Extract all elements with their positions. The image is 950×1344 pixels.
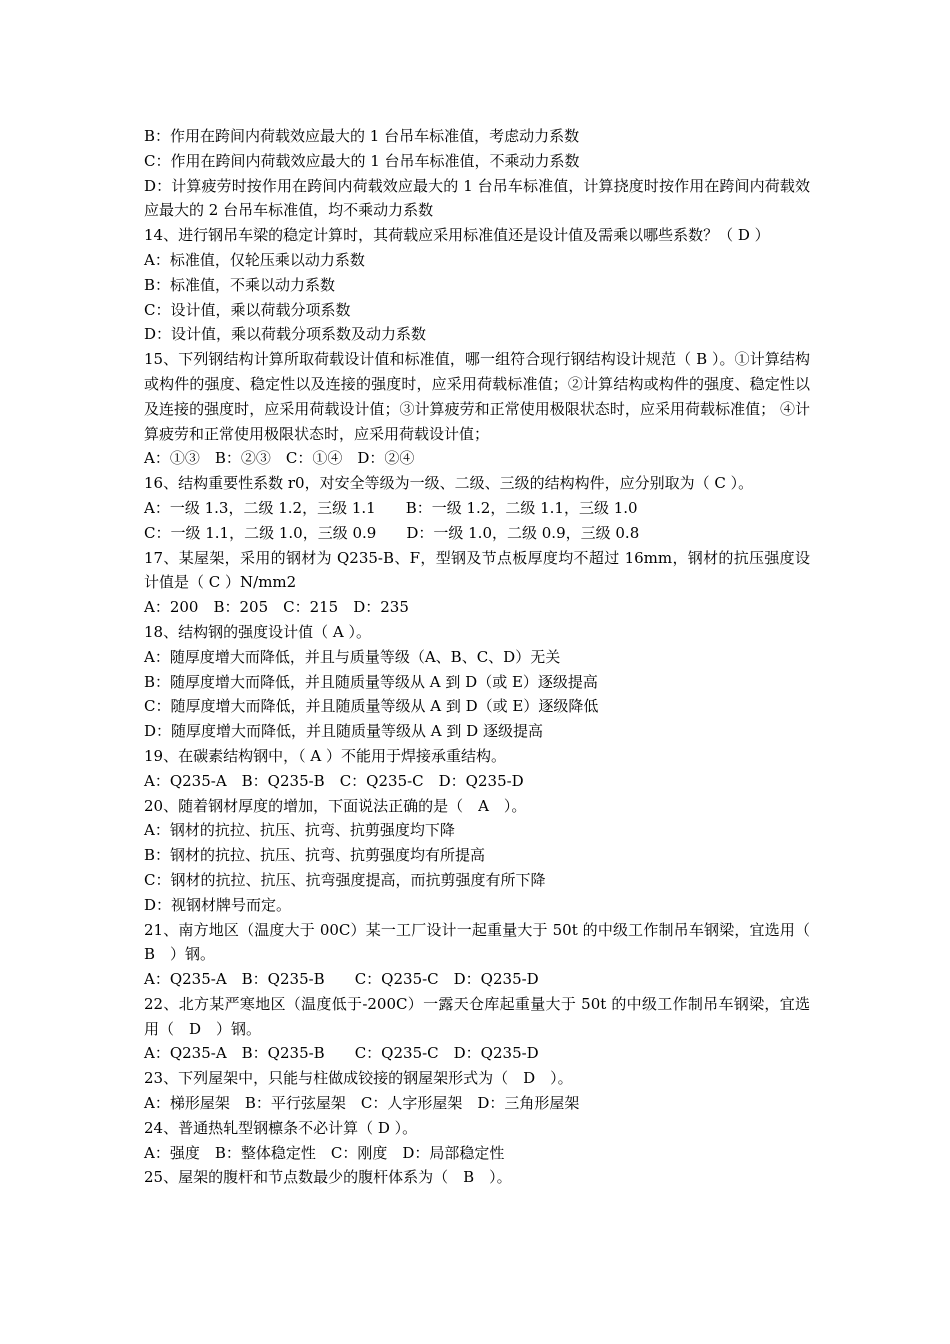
option-line: C：随厚度增大而降低，并且随质量等级从 A 到 D（或 E）逐级降低 xyxy=(144,697,599,716)
option-line: A：标准值，仅轮压乘以动力系数 xyxy=(144,250,365,269)
question-23: 23、下列屋架中，只能与柱做成铰接的钢屋架形式为（ D ）。 xyxy=(144,1069,573,1088)
question-14: 14、进行钢吊车梁的稳定计算时，其荷载应采用标准值还是设计值及需乘以哪些系数？（ D ） xyxy=(144,226,770,245)
question-24: 24、普通热轧型钢檩条不必计算（ D ）。 xyxy=(144,1118,418,1137)
question-21: 21、南方地区（温度大于 00C）某一工厂设计一起重量大于 50t 的中级工作制吊车钢梁，宜选用（ B ）钢。 xyxy=(144,920,826,964)
option-line: A：强度 B：整体稳定性 C：刚度 D：局部稳定性 xyxy=(144,1143,505,1162)
option-line: A：Q235-A B：Q235-B C：Q235-C D：Q235-D xyxy=(144,771,524,790)
option-line: C：一级 1.1，二级 1.0，三级 0.9 D：一级 1.0，二级 0.9，三级 0.8 xyxy=(144,523,640,542)
option-line: C：作用在跨间内荷载效应最大的 1 台吊车标准值，不乘动力系数 xyxy=(144,151,580,170)
option-line: D：设计值，乘以荷载分项系数及动力系数 xyxy=(144,325,427,344)
document-body xyxy=(144,124,826,1190)
option-line: A：200 B：205 C：215 D：235 xyxy=(144,598,409,617)
option-line: B：作用在跨间内荷载效应最大的 1 台吊车标准值，考虑动力系数 xyxy=(144,127,580,145)
option-line: B：标准值，不乘以动力系数 xyxy=(144,275,336,294)
option-line: A：随厚度增大而降低，并且与质量等级（A、B、C、D）无关 xyxy=(144,647,561,666)
option-line: C：设计值，乘以荷载分项系数 xyxy=(144,300,351,319)
option-line: B：随厚度增大而降低，并且随质量等级从 A 到 D（或 E）逐级提高 xyxy=(144,672,598,691)
option-line: A：Q235-A B：Q235-B C：Q235-C D：Q235-D xyxy=(144,1044,539,1063)
question-18: 18、结构钢的强度设计值（ A ）。 xyxy=(144,622,371,641)
question-19: 19、在碳素结构钢中，（ A ）不能用于焊接承重结构。 xyxy=(144,746,506,765)
option-line: D：计算疲劳时按作用在跨间内荷载效应最大的 1 台吊车标准值，计算挠度时按作用在跨间内荷载效应最大的 2 台吊车标准值，均不乘动力系数 xyxy=(144,176,810,220)
option-line: A：一级 1.3，二级 1.2，三级 1.1 B：一级 1.2，二级 1.1，三级 1.0 xyxy=(144,498,638,517)
question-17: 17、某屋架，采用的钢材为 Q235-B、F，型钢及节点板厚度均不超过 16mm，钢材的抗压强度设计值是（ C ）N/mm2 xyxy=(144,548,810,592)
option-line: C：钢材的抗拉、抗压、抗弯强度提高，而抗剪强度有所下降 xyxy=(144,870,546,889)
question-16: 16、结构重要性系数 r0，对安全等级为一级、二级、三级的结构构件，应分别取为（ C ）。 xyxy=(144,474,754,493)
option-line: D：随厚度增大而降低，并且随质量等级从 A 到 D 逐级提高 xyxy=(144,722,543,741)
option-line: A：梯形屋架 B：平行弦屋架 C：人字形屋架 D：三角形屋架 xyxy=(144,1094,580,1113)
question-20: 20、随着钢材厚度的增加，下面说法正确的是（ A ）。 xyxy=(144,796,527,815)
question-22: 22、北方某严寒地区（温度低于-200C）一露天仓库起重量大于 50t 的中级工作制吊车钢梁，宜选用（ D ）钢。 xyxy=(144,994,810,1038)
option-line: A：钢材的抗拉、抗压、抗弯、抗剪强度均下降 xyxy=(144,821,455,840)
option-line: A：①③ B：②③ C：①④ D：②④ xyxy=(144,449,415,468)
option-line: D：视钢材牌号而定。 xyxy=(144,895,292,914)
question-15: 15、下列钢结构计算所取荷载设计值和标准值，哪一组符合现行钢结构设计规范（ B ）。①计算结构或构件的强度、稳定性以及连接的强度时，应采用荷载标准值；②计算结构或构件的强度、稳定性以及连接的强度时，应采用荷载设计值；③计算疲劳和正常使用极限状态时，应采用荷载标准值； ④计算疲劳和正常使用极限状态时，应采用荷载设计值； xyxy=(144,350,810,443)
question-25: 25、屋架的腹杆和节点数最少的腹杆体系为（ B ）。 xyxy=(144,1168,512,1187)
option-line: A：Q235-A B：Q235-B C：Q235-C D：Q235-D xyxy=(144,970,539,989)
option-line: B：钢材的抗拉、抗压、抗弯、抗剪强度均有所提高 xyxy=(144,846,486,865)
